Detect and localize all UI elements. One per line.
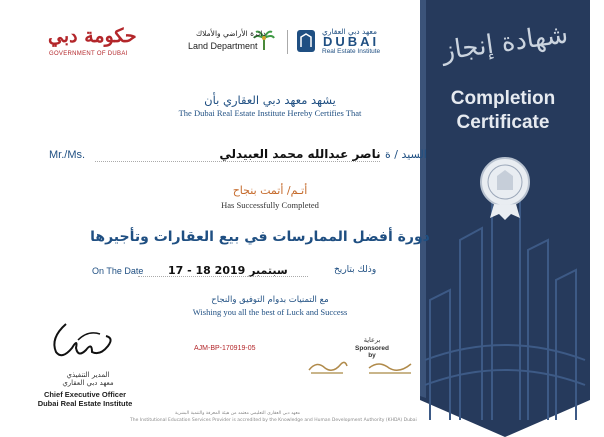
recipient-label-english: Mr./Ms. xyxy=(49,149,86,161)
logo-divider xyxy=(287,30,288,54)
land-department-logo-english: Land Department xyxy=(188,41,258,51)
date-label-english: On The Date xyxy=(92,266,144,276)
institute-logo-arabic: معهد دبي العقاري xyxy=(322,27,378,36)
signatory-title-en: Chief Executive Officer xyxy=(43,390,127,399)
sponsor-government-logo-icon xyxy=(305,356,350,378)
recipient-label-arabic: السيد / ة xyxy=(385,148,427,161)
sponsor-label-arabic: برعاية xyxy=(363,336,381,344)
recipient-dotted-line xyxy=(95,161,380,162)
government-logo-english: GOVERNMENT OF DUBAI xyxy=(49,51,128,57)
institute-logo-english: Real Estate Institute xyxy=(322,48,381,55)
government-logo-arabic: حكومة دبي xyxy=(48,25,137,47)
sponsor-land-department-logo-icon xyxy=(365,356,415,378)
date-dotted-line xyxy=(138,276,308,277)
certify-text-english: The Dubai Real Estate Institute Hereby Certifies That xyxy=(178,108,362,118)
course-date: 17 - 18 سبتمبر 2019 xyxy=(168,264,288,277)
institute-logo-wordmark: DUBAI xyxy=(323,34,380,49)
wishes-text-english: Wishing you all the best of Luck and Success xyxy=(192,307,348,317)
ribbon-title-certificate: Certificate xyxy=(456,112,550,133)
signatory-org-en: Dubai Real Estate Institute xyxy=(37,399,133,408)
recipient-name: ناصر عبدالله محمد العبيدلي xyxy=(219,147,381,161)
ribbon-edge xyxy=(420,0,426,398)
signature-graphic xyxy=(48,318,118,364)
institute-emblem-icon xyxy=(296,29,316,53)
signatory-org-ar: معهد دبي العقاري xyxy=(62,379,114,387)
certificate-code: AJM-BP-170919-05 xyxy=(194,345,256,352)
wishes-text-arabic: مع التمنيات بدوام التوفيق والنجاح xyxy=(211,295,329,305)
signatory-title-ar: المدير التنفيذي xyxy=(66,371,110,379)
certify-text-arabic: يشهد معهد دبي العقاري بأن xyxy=(204,93,336,107)
land-department-logo-arabic: دائرة الأراضي والأملاك xyxy=(196,29,266,38)
signatory-title-arabic xyxy=(53,371,123,387)
ribbon-title-arabic: شهادة إنجاز xyxy=(440,19,570,67)
completed-text-english: Has Successfully Completed xyxy=(221,200,319,210)
date-label-arabic: وذلك بتاريخ xyxy=(334,265,377,275)
course-title: دورة أفضل الممارسات في بيع العقارات وتأجيرها xyxy=(90,229,430,245)
signatory-block-english xyxy=(30,390,140,408)
sponsor-label-english: Sponsored by xyxy=(355,345,389,359)
footer-text-arabic: معهد دبي العقاري التعليمي معتمد من هيئة المعرفة والتنمية البشرية xyxy=(175,411,301,416)
ribbon-title-completion: Completion xyxy=(450,88,556,109)
footer-text-english: The Institutional Education Services Provider is accredited by the Knowledge and Human Development Authority (KHDA) Dubai xyxy=(130,418,417,423)
completed-text-arabic: أتـم/ أتمت بنجاح xyxy=(232,184,308,197)
